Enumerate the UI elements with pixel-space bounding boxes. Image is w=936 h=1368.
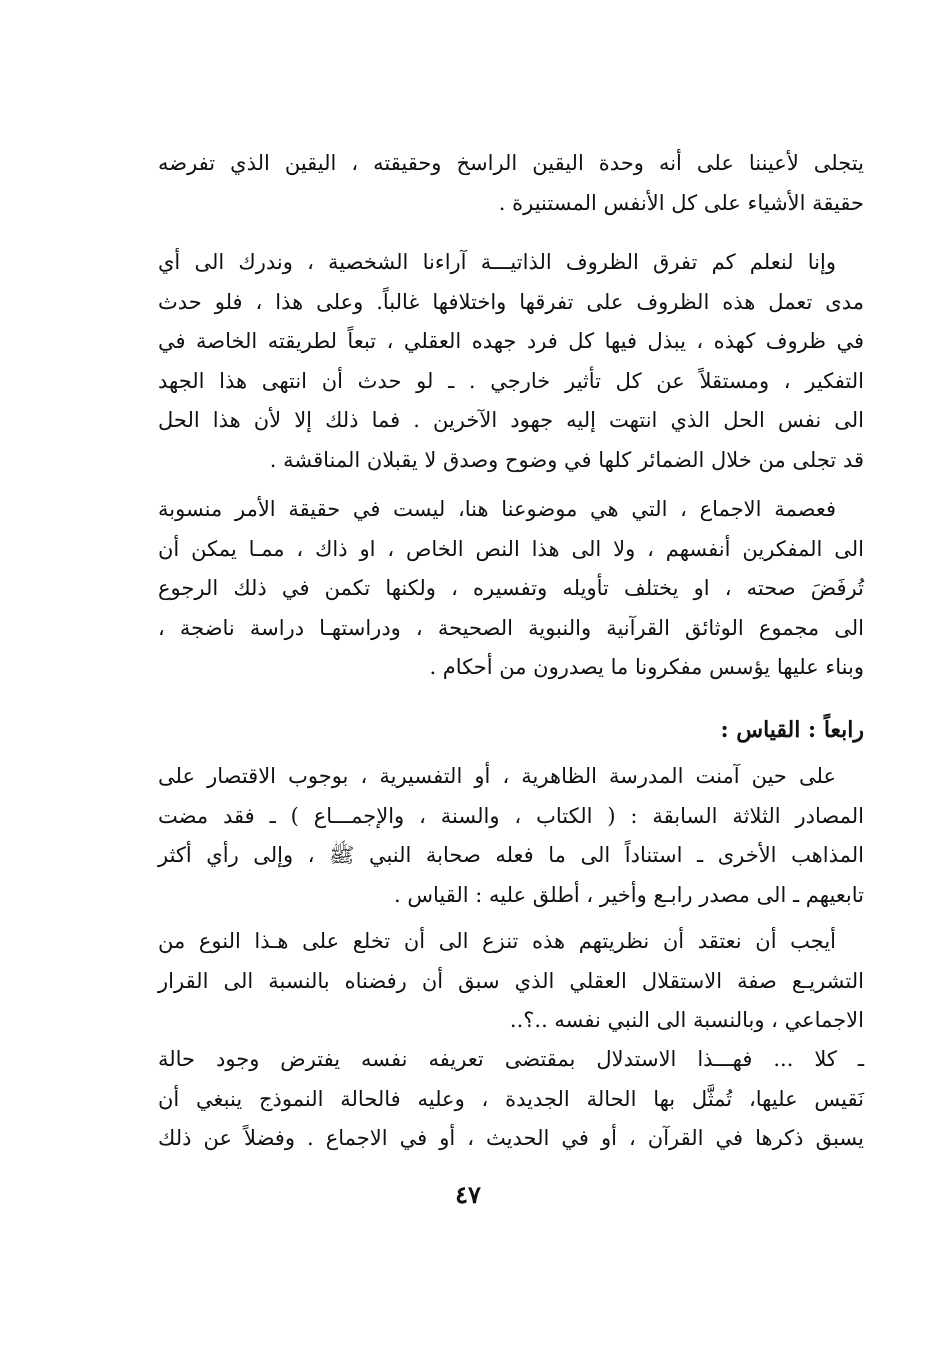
paragraph-line: يسبق ذكرها في القرآن ، أو في الحديث ، أو في الاجماع . وفضلاً عن ذلك: [158, 1126, 864, 1150]
paragraph-line: تُرفَضَ صحته ، او يختلف تأويله وتفسيره ، ولكنها تكمن في ذلك الرجوع: [158, 576, 864, 600]
paragraph-line: في ظروف كهذه ، يبذل فيها كل فرد جهده العقلي ، تبعاً لطريقته الخاصة في: [158, 329, 864, 353]
paragraph-line: المصادر الثلاثة السابقة : ( الكتاب ، والسنة ، والإجمـــاع ) ـ فقد مضت: [158, 803, 864, 828]
section-heading: رابعاً : القياس :: [720, 717, 864, 743]
paragraph-line: وإنا لنعلم كم تفرق الظروف الذاتيـــة آراءنا الشخصية ، وندرك الى أي: [158, 250, 836, 274]
paragraph-line: الاجماعي ، وبالنسبة الى النبي نفسه ..؟..: [509, 1008, 864, 1032]
paragraph-line: الى المفكرين أنفسهم ، ولا الى هذا النص الخاص ، او ذاك ، ممـا يمكن أن: [158, 536, 864, 561]
paragraph-line: مدى تعمل هذه الظروف على تفرقها واختلافها غالباً. وعلى هذا ، فلو حدث: [158, 289, 864, 314]
paragraph-line: حقيقة الأشياء على كل الأنفس المستنيرة .: [498, 190, 864, 215]
paragraph-line: ـ كلا ... فهـــذا الاستدلال بمقتضى تعريفه نفسه يفترض وجود حالة: [158, 1047, 864, 1071]
paragraph-line: التفكير ، ومستقلاً عن كل تأثير خارجي . ـ لو حدث أن انتهى هذا الجهد: [158, 368, 864, 393]
paragraph-line: الى نفس الحل الذي انتهت إليه جهود الآخرين . فما ذلك إلا لأن هذا الحل: [158, 408, 864, 432]
paragraph-6: [158, 1040, 864, 1159]
paragraph-line: نَقيس عليها، تُمثَّل بها الحالة الجديدة ، وعليه فالحالة النموذج ينبغي أن: [158, 1086, 864, 1111]
paragraph-line: يتجلى لأعيننا على أنه وحدة اليقين الراسخ وحقيقته ، اليقين الذي تفرضه: [158, 151, 864, 175]
paragraph-2: [158, 243, 864, 480]
paragraph-line: فعصمة الاجماع ، التي هي موضوعنا هنا، ليست في حقيقة الأمر منسوبة: [158, 497, 836, 521]
paragraph-line: التشريـع صفة الاستقلال العقلي الذي سبق أن رفضناه بالنسبة الى القرار: [158, 968, 864, 993]
paragraph-line: الى مجموع الوثائق القرآنية والنبوية الصحيحة ، ودراستهـا دراسة ناضجة ،: [158, 615, 864, 640]
paragraph-3: [158, 490, 864, 688]
paragraph-5: [158, 922, 864, 1041]
paragraph-line: وبناء عليها يؤسس مفكرونا ما يصدرون من أحكام .: [429, 655, 864, 679]
paragraph-line: قد تجلى من خلال الضمائر كلها في وضوح وصدق لا يقبلان المناقشة .: [269, 447, 864, 472]
paragraph-line: تابعيهم ـ الى مصدر رابـع وأخير ، أطلق عليه : القياس .: [393, 882, 864, 907]
paragraph-line: المذاهب الأخرى ـ استناداً الى ما فعله صحابة النبي ﷺ ، وإلى رأي أكثر: [158, 843, 864, 867]
page-number: ٤٧: [455, 1180, 481, 1209]
paragraph-line: أيجب أن نعتقد أن نظريتهم هذه تنزع الى أن تخلع على هـذا النوع من: [158, 929, 836, 953]
paragraph-1: [158, 144, 864, 223]
paragraph-4: [158, 757, 864, 915]
paragraph-line: على حين آمنت المدرسة الظاهرية ، أو التفسيرية ، بوجوب الاقتصار على: [158, 764, 836, 788]
